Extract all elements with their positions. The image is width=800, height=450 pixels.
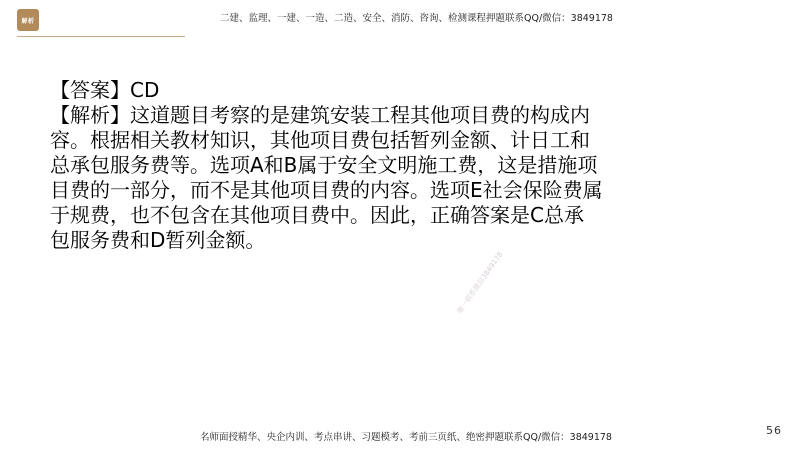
explanation-line: 目费的一部分，而不是其他项目费的内容。选项E社会保险费属	[50, 178, 603, 202]
footer-banner-text: 名师面授精华、央企内训、考点串讲、习题模考、考前三页纸、绝密押题联系QQ/微信：3849178	[200, 432, 612, 443]
watermark: 唯一联系微信3849178	[455, 250, 505, 316]
page-number: 56	[766, 424, 782, 437]
answer-line: 【答案】CD	[50, 78, 160, 102]
answer-content	[50, 78, 610, 253]
explanation-line: 容。根据相关教材知识，其他项目费包括暂列金额、计日工和	[50, 128, 590, 152]
header-banner-text: 二建、监理、一建、一造、二造、安全、消防、咨询、检测课程押题联系QQ/微信：3849178	[220, 13, 613, 24]
header-divider	[17, 36, 185, 37]
explanation-line: 【解析】这道题目考察的是建筑安装工程其他项目费的构成内	[50, 103, 590, 127]
explanation-line: 于规费，也不包含在其他项目费中。因此，正确答案是C总承	[50, 203, 584, 227]
logo: 解析	[17, 9, 39, 31]
explanation-line: 总承包服务费等。选项A和B属于安全文明施工费，这是措施项	[50, 153, 598, 177]
explanation-line: 包服务费和D暂列金额。	[50, 228, 266, 252]
